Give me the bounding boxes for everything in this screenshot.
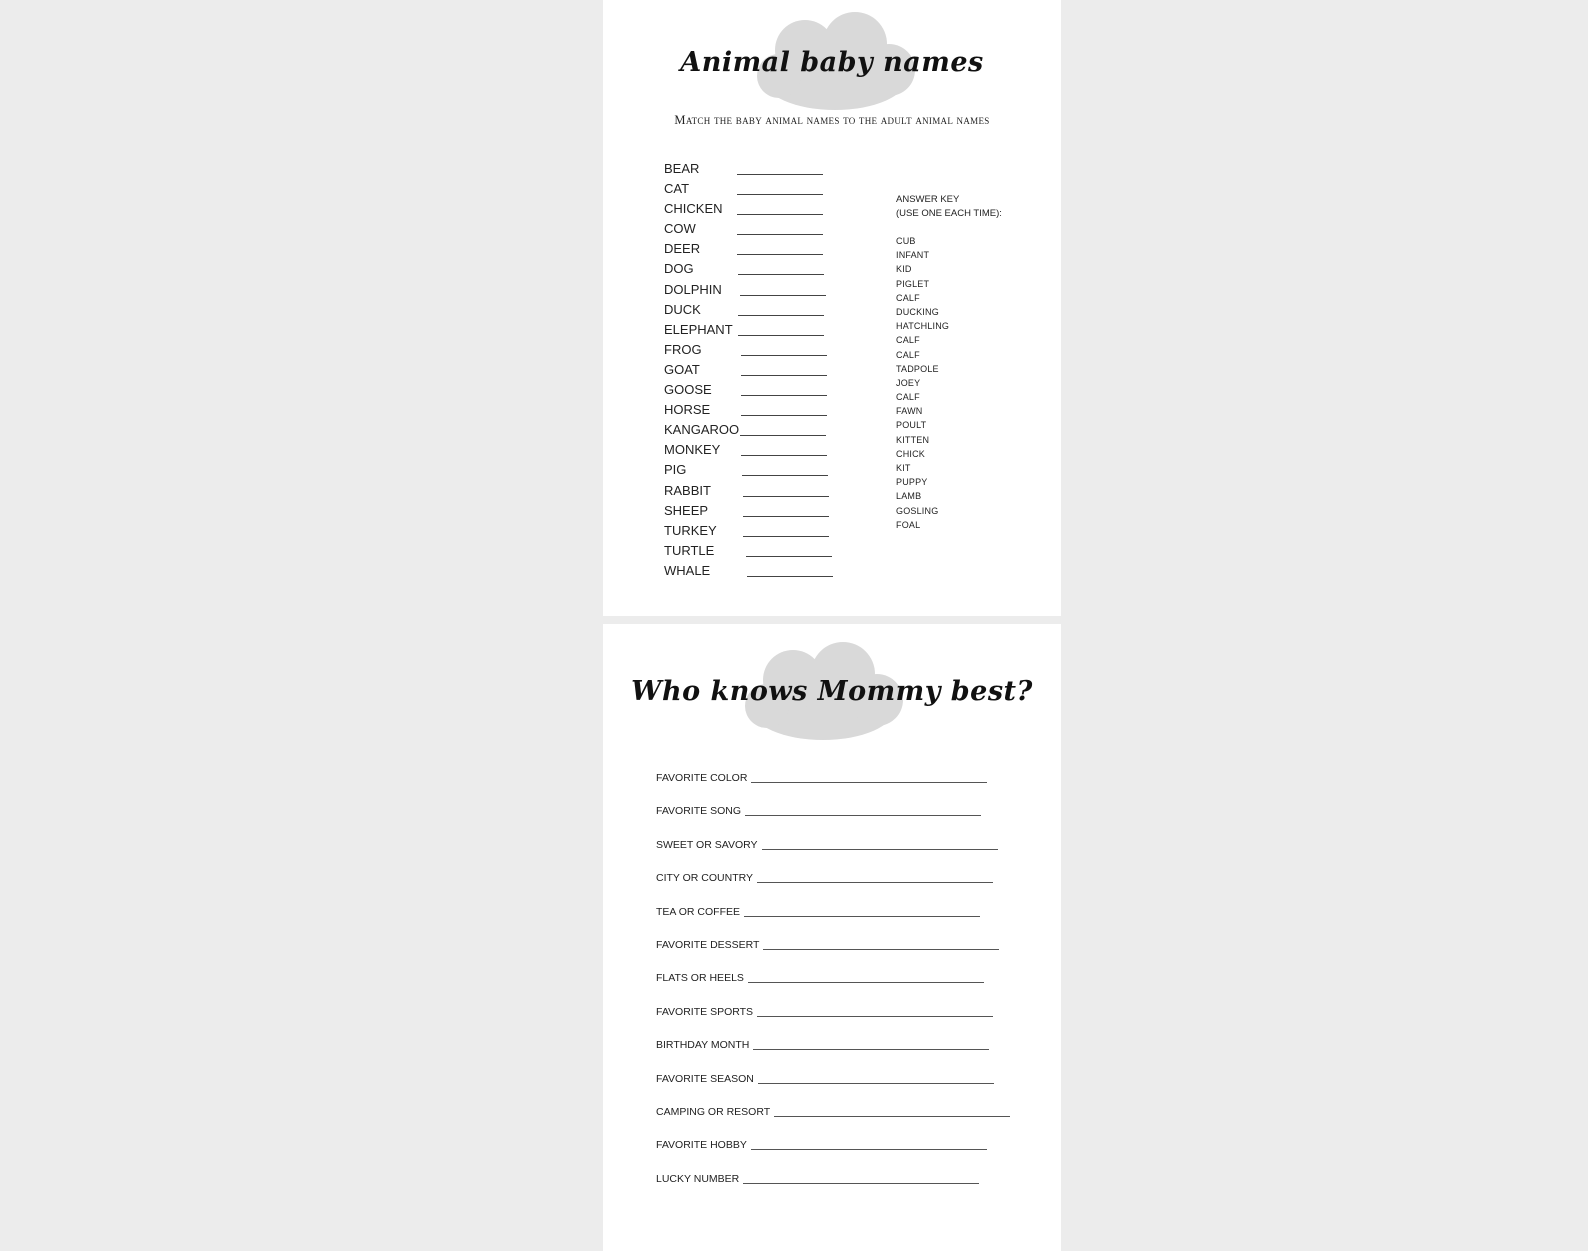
answer-blank-line[interactable]: [743, 516, 829, 517]
animal-name: DOLPHIN: [664, 281, 722, 297]
animal-name: MONKEY: [664, 442, 721, 458]
answer-blank-line[interactable]: [737, 194, 823, 195]
animal-name: COW: [664, 221, 696, 237]
answer-blank-line[interactable]: [737, 254, 823, 255]
answer-blank-line[interactable]: [742, 475, 828, 476]
question-row: [656, 1133, 1010, 1166]
animal-name: BEAR: [664, 161, 700, 176]
answer-blank-line[interactable]: [763, 949, 999, 950]
animal-name: DUCK: [664, 301, 701, 317]
answer-blank-line[interactable]: [743, 536, 829, 537]
answer-blank-line[interactable]: [737, 214, 823, 215]
question-label: FAVORITE HOBBY: [656, 1139, 747, 1152]
answer-blank-line[interactable]: [738, 315, 824, 316]
question-label: BIRTHDAY MONTH: [656, 1039, 750, 1052]
question-list: [656, 766, 1010, 1200]
answer-key-item: TADPOLE: [896, 363, 939, 374]
answer-key-item: CUB: [896, 236, 916, 246]
answer-key-item: CALF: [896, 349, 920, 360]
answer-blank-line[interactable]: [738, 335, 824, 336]
question-label: SWEET OR SAVORY: [656, 838, 758, 851]
answer-key-item: FOAL: [896, 519, 921, 530]
answer-blank-line[interactable]: [758, 1083, 994, 1084]
answer-key-item: POULT: [896, 420, 927, 431]
question-label: CITY OR COUNTRY: [656, 872, 754, 885]
answer-key-item: KIT: [896, 463, 911, 473]
question-row: [656, 799, 1010, 832]
answer-key-item: HATCHLING: [896, 321, 950, 332]
answer-key-item: CALF: [896, 292, 920, 303]
answer-blank-line[interactable]: [737, 234, 823, 235]
animal-name: CHICKEN: [664, 201, 723, 217]
animal-name: KANGAROO: [664, 422, 740, 438]
question-row: [656, 1033, 1010, 1066]
answer-blank-line[interactable]: [740, 295, 826, 296]
answer-key-list: [896, 236, 949, 534]
animal-baby-names-sheet: [603, 0, 1061, 616]
answer-key-item: CHICK: [896, 448, 926, 459]
question-label: CAMPING OR RESORT: [656, 1105, 771, 1118]
answer-key-item: KITTEN: [896, 434, 930, 445]
answer-blank-line[interactable]: [740, 435, 826, 436]
answer-blank-line[interactable]: [744, 916, 980, 917]
question-label: FAVORITE SPORTS: [656, 1005, 754, 1018]
answer-key-item: PIGLET: [896, 278, 930, 289]
animal-name: RABBIT: [664, 482, 711, 498]
question-label: FLATS OR HEELS: [656, 972, 744, 985]
question-row: [656, 1167, 1010, 1200]
answer-key-item: CALF: [896, 392, 920, 403]
animal-name: ELEPHANT: [664, 321, 733, 337]
animal-name: HORSE: [664, 402, 711, 418]
question-row: [656, 933, 1010, 966]
answer-blank-line[interactable]: [757, 882, 993, 883]
answer-blank-line[interactable]: [743, 1183, 979, 1184]
page-title: Who knows Mommy best?: [631, 676, 1033, 707]
who-knows-mommy-best-sheet: [603, 624, 1061, 1251]
answer-blank-line[interactable]: [747, 576, 833, 577]
question-label: FAVORITE COLOR: [656, 772, 748, 784]
answer-blank-line[interactable]: [746, 556, 832, 557]
answer-blank-line[interactable]: [745, 815, 981, 816]
question-row: [656, 1100, 1010, 1133]
animal-name: PIG: [664, 462, 687, 478]
answer-blank-line[interactable]: [741, 395, 827, 396]
question-row: [656, 766, 1010, 799]
answer-key-item: DUCKING: [896, 306, 939, 317]
question-label: FAVORITE SONG: [656, 805, 741, 818]
animal-name: WHALE: [664, 562, 711, 578]
question-row: [656, 966, 1010, 999]
question-row: [656, 1000, 1010, 1033]
answer-key-item: FAWN: [896, 406, 923, 417]
animal-name: DOG: [664, 261, 694, 277]
question-row: [656, 1067, 1010, 1100]
answer-key-item: JOEY: [896, 377, 921, 388]
question-row: [656, 833, 1010, 866]
answer-blank-line[interactable]: [762, 849, 998, 850]
animal-name: FROG: [664, 341, 702, 357]
answer-key-item: KID: [896, 264, 912, 275]
answer-blank-line[interactable]: [751, 1149, 987, 1150]
answer-blank-line[interactable]: [748, 982, 984, 983]
answer-key-item: PUPPY: [896, 477, 928, 488]
answer-key-title: ANSWER KEY: [896, 194, 960, 205]
animal-name: DEER: [664, 241, 701, 257]
animal-name: SHEEP: [664, 502, 709, 518]
answer-key-item: CALF: [896, 335, 920, 346]
animal-name: GOOSE: [664, 382, 712, 398]
answer-blank-line[interactable]: [737, 174, 823, 175]
question-label: TEA OR COFFEE: [656, 905, 741, 918]
answer-key-item: GOSLING: [896, 505, 939, 516]
question-row: [656, 866, 1010, 899]
answer-blank-line[interactable]: [751, 782, 987, 783]
question-label: LUCKY NUMBER: [656, 1172, 740, 1185]
answer-blank-line[interactable]: [741, 415, 827, 416]
animal-name: CAT: [664, 181, 690, 197]
question-row: [656, 900, 1010, 933]
answer-blank-line[interactable]: [738, 274, 824, 275]
question-label: FAVORITE DESSERT: [656, 938, 760, 951]
answer-key-item: INFANT: [896, 250, 930, 261]
answer-blank-line[interactable]: [753, 1049, 989, 1050]
animal-name: TURTLE: [664, 542, 715, 558]
page-title: Animal baby names: [680, 47, 984, 78]
answer-key-note: (USE ONE EACH TIME):: [896, 208, 1002, 219]
answer-blank-line[interactable]: [757, 1016, 993, 1017]
instructions: Match the baby animal names to the adult animal names: [674, 113, 990, 127]
animal-name: TURKEY: [664, 522, 717, 538]
answer-key-item: LAMB: [896, 491, 922, 502]
answer-key-heading: [896, 193, 1002, 221]
question-label: FAVORITE SEASON: [656, 1072, 754, 1085]
answer-blank-line[interactable]: [741, 375, 827, 376]
animal-name: GOAT: [664, 361, 700, 377]
answer-blank-line[interactable]: [741, 455, 827, 456]
answer-blank-line[interactable]: [743, 496, 829, 497]
answer-blank-line[interactable]: [774, 1116, 1010, 1117]
answer-blank-line[interactable]: [741, 355, 827, 356]
